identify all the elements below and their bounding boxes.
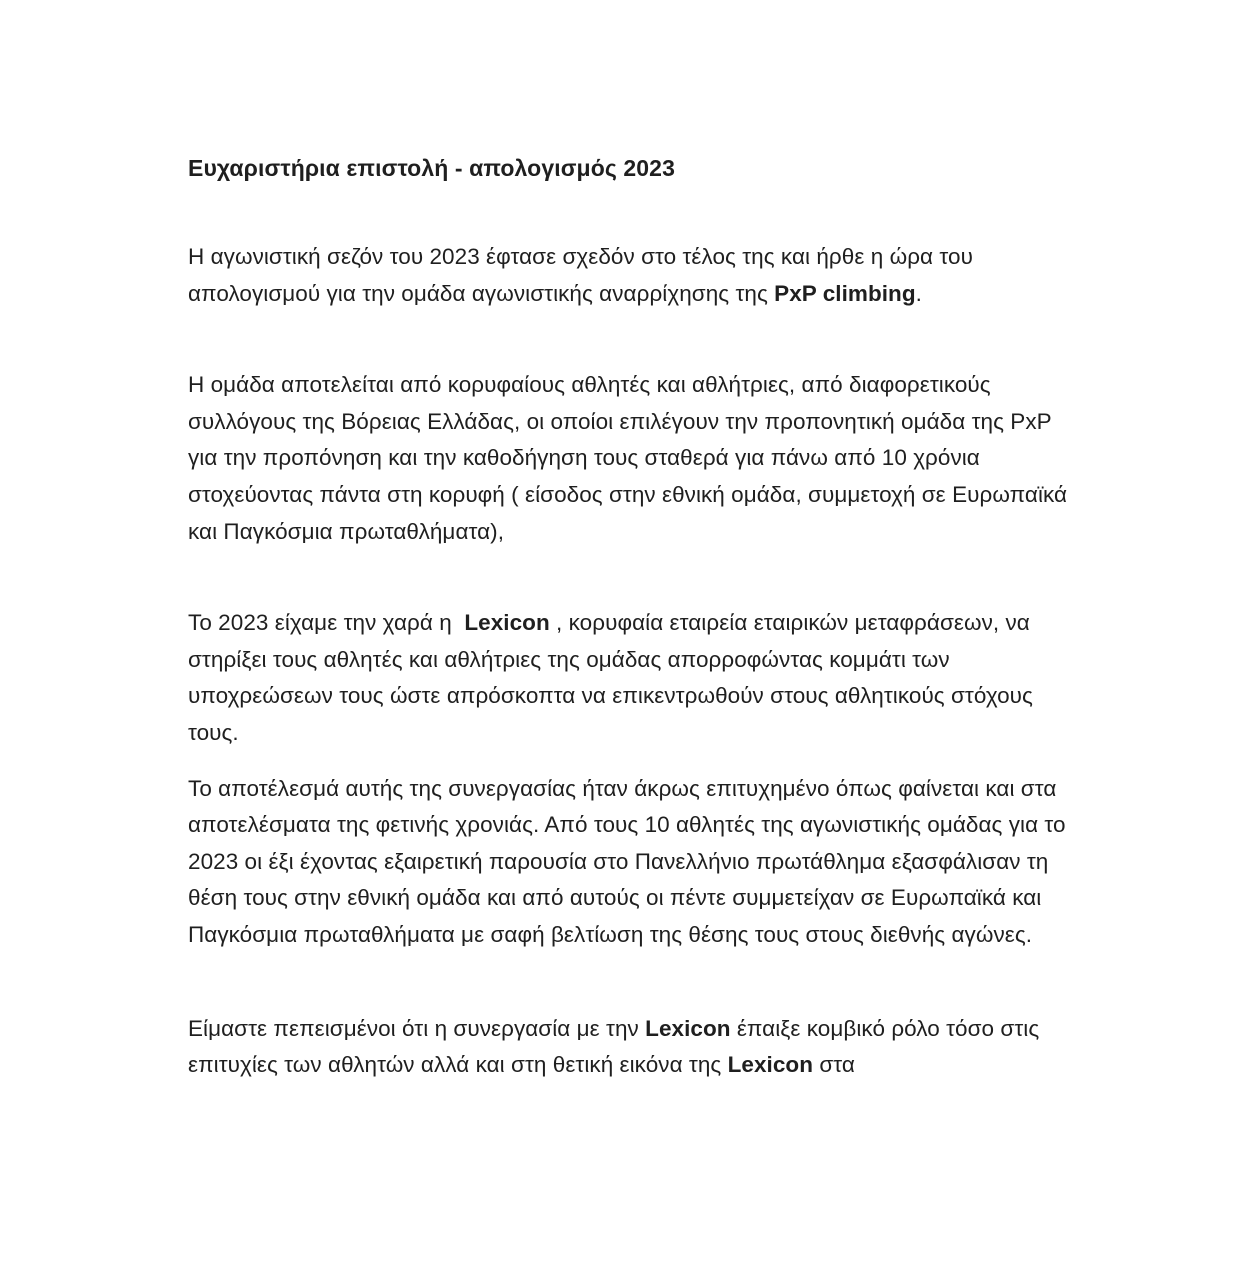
paragraph-season-summary <box>188 239 1068 312</box>
paragraph-text: έπαιξε κομβικό ρόλο τόσο στις επιτυχίες των αθλητών αλλά και στη θετική εικόνα της <box>188 1015 1040 1078</box>
paragraph-conclusion <box>188 1011 1068 1084</box>
team-name: PxP climbing <box>774 280 916 306</box>
sponsor-name: Lexicon <box>727 1052 814 1078</box>
paragraph-text: στα <box>813 1052 855 1078</box>
sponsor-name: Lexicon <box>464 610 550 636</box>
paragraph-text: Είμαστε πεπεισμένοι ότι η συνεργασία με την <box>188 1015 646 1041</box>
letter-page <box>188 148 1068 1084</box>
paragraph-text: , κορυφαία εταιρεία εταιρικών μεταφράσεων, να στηρίξει τους αθλητές και αθλήτριες της ομάδας απορροφώντας κομμάτι των υποχρεώσεων τους ώστε απρόσκοπτα να επικεντρωθούν στους αθλητικούς στόχους τους. <box>188 610 1033 745</box>
paragraph-team-description: Η ομάδα αποτελείται από κορυφαίους αθλητές και αθλήτριες, από διαφορετικούς συλλόγους της Βόρειας Ελλάδας, οι οποίοι επιλέγουν την προπονητική ομάδα της PxP για την προπόνηση και την καθοδήγηση τους σταθερά για πάνω από 10 χρόνια στοχεύοντας πάντα στη κορυφή ( είσοδος στην εθνική ομάδα, συμμετοχή σε Ευρωπαϊκά και Παγκόσμια πρωταθλήματα), <box>188 372 1068 544</box>
paragraph-sponsor <box>188 605 1068 751</box>
sponsor-name: Lexicon <box>645 1015 731 1041</box>
paragraph-results: Το αποτέλεσμά αυτής της συνεργασίας ήταν άκρως επιτυχημένο όπως φαίνεται και στα αποτελέσματα της φετινής χρονιάς. Από τους 10 αθλητές της αγωνιστικής ομάδας για το 2023 οι έξι έχοντας εξαιρετική παρουσία στο Πανελλήνιο πρωτάθλημα εξασφάλισαν τη θέση τους στην εθνική ομάδα και από αυτούς οι πέντε συμμετείχαν σε Ευρωπαϊκά και Παγκόσμια πρωταθλήματα με σαφή βελτίωση της θέσης τους στους διεθνής αγώνες. <box>188 775 1066 947</box>
paragraph-text: Η αγωνιστική σεζόν του 2023 έφτασε σχεδόν στο τέλος της και ήρθε η ώρα του απολογισμού για την ομάδα αγωνιστικής αναρρίχησης της <box>188 244 973 306</box>
letter-title: Ευχαριστήρια επιστολή - απολογισμός 2023 <box>188 155 675 181</box>
paragraph-text: Το 2023 είχαμε την χαρά η <box>188 610 465 636</box>
paragraph-text: . <box>915 280 922 306</box>
